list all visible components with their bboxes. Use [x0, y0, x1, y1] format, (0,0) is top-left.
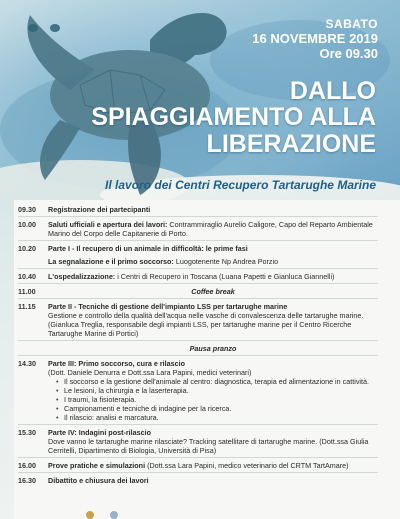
row-time: 15.30 [18, 428, 36, 437]
row-text: Contrammiraglio Aurelio Caligore, Capo del Reparto Ambientale Marino del Corpo delle Capitanerie di Porto. [48, 220, 373, 238]
list-item: • Le lesioni, la chirurgia e la laserterapia. [56, 386, 378, 395]
row-title: Parte I - Il recupero di un animale in difficoltà: le prime fasi [48, 244, 248, 253]
title-line-3: LIBERAZIONE [206, 129, 376, 158]
event-day: SABATO [325, 17, 378, 31]
schedule-row-break [18, 287, 378, 296]
divider [18, 340, 378, 341]
schedule-row [18, 428, 378, 455]
divider [18, 298, 378, 299]
schedule-row-break [18, 344, 378, 353]
row-title: Prove pratiche e simulazioni [48, 461, 146, 470]
divider [18, 472, 378, 473]
schedule-row [18, 257, 378, 266]
row-time: 11.15 [18, 302, 36, 311]
row-text: Gestione e controllo della qualità dell'acqua nelle vasche di convalescenza delle tartarughe marine. (Gianluca Treglia, responsabile degli impianti LSS, per tartarughe marine per il Centro Ricerche Tartarughe Marine di Portici) [48, 311, 364, 338]
row-title: Dibattito e chiusura dei lavori [48, 476, 149, 485]
divider [18, 268, 378, 269]
event-date [252, 18, 378, 62]
row-time: 10.40 [18, 272, 36, 281]
title-line-2: SPIAGGIAMENTO ALLA [91, 103, 376, 132]
row-time: 10.20 [18, 244, 36, 253]
row-title: Saluti ufficiali e apertura dei lavori: [48, 220, 168, 229]
row-time: 09.30 [18, 205, 36, 214]
schedule-row [18, 476, 378, 485]
row-time: 16.30 [18, 476, 36, 485]
row-time: 14.30 [18, 359, 36, 368]
row-title: Registrazione dei partecipanti [48, 205, 151, 214]
row-title: L'ospedalizzazione: [48, 272, 116, 281]
hero-banner [0, 0, 400, 200]
list-item: • Campionamenti e tecniche di indagine per la ricerca. [56, 404, 378, 413]
schedule-row [18, 461, 378, 470]
row-text: (Dott.ssa Lara Papini, medico veterinario del CRTM TartAmare) [145, 461, 349, 470]
event-date-text: 16 NOVEMBRE 2019 [252, 30, 378, 46]
list-item: • Il rilascio: analisi e marcatura. [56, 413, 378, 422]
divider [18, 457, 378, 458]
row-text: Dove vanno le tartarughe marine rilasciate? Tracking satellitare di tartarughe marine. (Dott.ssa Giulia Cerritelli, Dipartimento di Biologia, Università di Pisa) [48, 437, 369, 455]
row-title: Parte II - Tecniche di gestione dell'impianto LSS per tartarughe marine [48, 302, 288, 311]
row-title: La segnalazione e il primo soccorso: [48, 257, 174, 266]
title-line-1: DALLO [289, 77, 376, 105]
list-item: • I traumi, la fisioterapia. [56, 395, 378, 404]
row-time: 11.00 [18, 287, 36, 296]
divider [18, 216, 378, 217]
topic-list [56, 377, 378, 422]
coffee-break-label: Coffee break [191, 287, 235, 296]
divider [18, 240, 378, 241]
page-title [91, 78, 376, 157]
row-title: Parte IV: Indagini post-rilascio [48, 428, 152, 437]
schedule-row [18, 302, 378, 338]
row-text: Luogotenente Np Andrea Porzio [173, 257, 279, 266]
row-text: (Dott. Daniele Denurra e Dott.ssa Lara Papini, medici veterinari) [48, 368, 252, 377]
schedule-row [18, 359, 378, 422]
logo-icon [110, 511, 118, 519]
program-schedule [18, 205, 378, 485]
divider [18, 283, 378, 284]
row-text: i Centri di Recupero in Toscana (Luana Papetti e Gianluca Giannelli) [115, 272, 335, 281]
schedule-row [18, 205, 378, 214]
schedule-row [18, 220, 378, 238]
divider [18, 424, 378, 425]
row-time: 10.00 [18, 220, 36, 229]
event-time: Ore 09.30 [319, 45, 378, 61]
row-time: 16.00 [18, 461, 36, 470]
row-title: Parte III: Primo soccorso, cura e rilascio [48, 359, 186, 368]
subtitle: Il lavoro dei Centri Recupero Tartarughe Marine [105, 178, 376, 192]
schedule-row [18, 272, 378, 281]
schedule-row [18, 244, 378, 253]
lunch-break-label: Pausa pranzo [189, 344, 237, 353]
crest-icon [86, 511, 94, 519]
sponsor-logos [0, 508, 400, 519]
list-item: • Il soccorso e la gestione dell'animale al centro: diagnostica, terapia ed alimentazione in cattività. [56, 377, 378, 386]
divider [18, 355, 378, 356]
